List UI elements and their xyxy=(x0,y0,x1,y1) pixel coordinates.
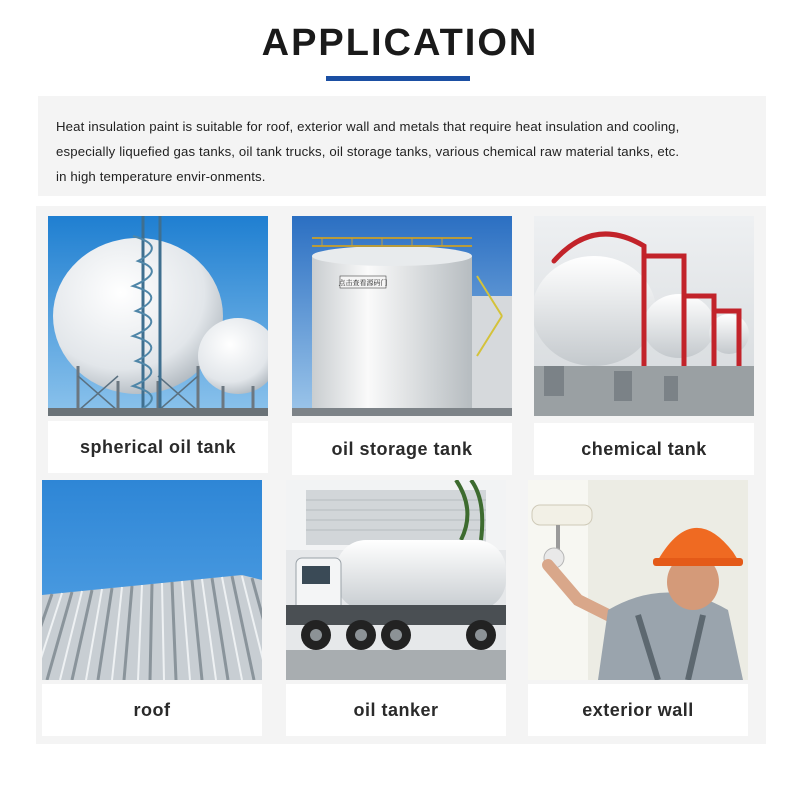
title-underline xyxy=(326,76,470,81)
chemical-tank-photo xyxy=(534,216,754,416)
application-card-tanker xyxy=(286,480,506,738)
spherical-tank-photo xyxy=(48,216,268,416)
caption-oil-storage-tank: oil storage tank xyxy=(292,423,512,475)
tanker-truck-photo xyxy=(286,480,506,680)
caption-oil-tanker: oil tanker xyxy=(286,684,506,736)
tank-sign: 点击查看源码门 xyxy=(338,280,388,287)
caption-exterior-wall: exterior wall xyxy=(528,684,748,736)
application-card-spherical-tank xyxy=(48,216,268,474)
caption-spherical-oil-tank: spherical oil tank xyxy=(48,421,268,473)
intro-line-2: especially liquefied gas tanks, oil tank trucks, oil storage tanks, various chemical raw material tanks, etc. xyxy=(56,144,680,159)
intro-line-1: Heat insulation paint is suitable for roof, exterior wall and metals that require heat insulation and cooling, xyxy=(56,119,680,134)
intro-line-3: in high temperature envir-onments. xyxy=(56,169,266,184)
caption-chemical-tank: chemical tank xyxy=(534,423,754,475)
application-card-chemical-tank xyxy=(534,216,754,474)
application-card-storage-tank xyxy=(292,216,512,474)
storage-tank-photo xyxy=(292,216,512,416)
page-title: APPLICATION xyxy=(261,22,539,64)
application-card-roof xyxy=(42,480,262,738)
application-card-exterior-wall xyxy=(528,480,748,738)
wall-painter-photo xyxy=(528,480,748,680)
roof-photo xyxy=(42,480,262,680)
application-grid xyxy=(36,206,766,744)
caption-roof: roof xyxy=(42,684,262,736)
intro-box xyxy=(38,96,766,196)
